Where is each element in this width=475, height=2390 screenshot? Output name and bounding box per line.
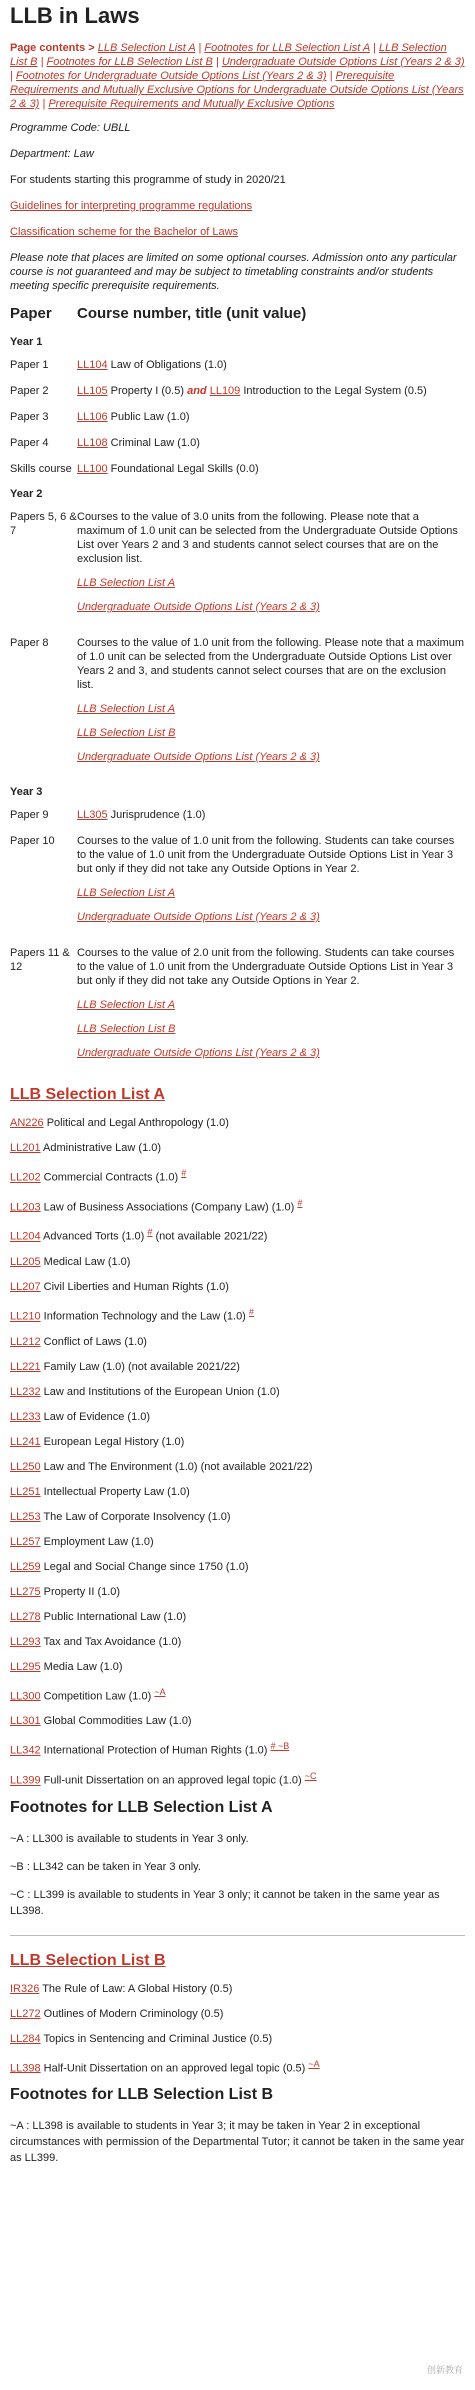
paper-cell: Papers 11 & 12 [10, 947, 70, 973]
course-code-link[interactable]: LL104 [77, 359, 108, 371]
list-item [10, 1685, 465, 1704]
course-code-link[interactable]: LL202 [10, 1171, 41, 1184]
course-code-link[interactable]: LL108 [77, 437, 108, 449]
table-row [10, 808, 465, 822]
list-item [10, 1280, 465, 1294]
list-item [10, 1335, 465, 1349]
watermark: 创新教育 [426, 2365, 463, 2375]
list-a-heading: LLB Selection List A [10, 1086, 165, 1103]
divider [10, 1935, 465, 1936]
list-item [10, 1982, 465, 1996]
table-row [10, 358, 465, 372]
page-contents-nav: Page contents > LLB Selection List A | Footnotes for LLB Selection List A | LLB Selection List B | Footnotes for LLB Selection List B | Undergraduate Outside Options List (Years 2 & 3) | Footnotes for Undergraduate Outside Options List (Years 2 & 3) | Prerequisite Requirements and Mutually Exclusive Options for Undergraduate Outside Options List (Years 2 & 3) | Prerequisite Requirements and Mutually Exclusive Options [10, 42, 465, 110]
table-row [10, 834, 465, 934]
list-item [10, 1739, 465, 1758]
sub-link[interactable]: LLB Selection List A [77, 703, 176, 715]
table-row [10, 462, 465, 476]
list-item [10, 1225, 465, 1244]
course-title: International Protection of Human Rights (1.0) [40, 1744, 271, 1757]
course-title: Tax and Tax Avoidance (1.0) [40, 1635, 182, 1648]
course-title: Introduction to the Legal System (0.5) [240, 385, 427, 397]
footnote-marker[interactable]: # [181, 1168, 187, 1178]
list-item [10, 1635, 465, 1649]
paper-cell: Paper 1 [10, 359, 49, 371]
course-title: Information Technology and the Law (1.0) [40, 1310, 249, 1323]
footnote-marker[interactable]: ~C [304, 1770, 317, 1781]
course-title: Employment Law (1.0) [40, 1535, 154, 1548]
course-code-link[interactable]: IR326 [10, 1982, 40, 1995]
course-code-link[interactable]: LL399 [10, 1774, 41, 1787]
course-title: Public Law (1.0) [107, 411, 190, 423]
course-title: Law of Business Associations (Company Law) (1.0) [40, 1201, 298, 1214]
course-code-link[interactable]: LL106 [77, 411, 108, 423]
paper-cell: Paper 2 [10, 385, 49, 397]
footnote-marker[interactable]: # ~B [270, 1741, 290, 1752]
course-code-link[interactable]: LL203 [10, 1201, 41, 1214]
course-code-link[interactable]: LL204 [10, 1230, 41, 1243]
course-title: Political and Legal Anthropology (1.0) [43, 1117, 229, 1129]
course-code-link[interactable]: LL207 [10, 1280, 41, 1293]
course-header: Course number, title (unit value) [77, 305, 307, 322]
list-item [10, 1141, 465, 1155]
nav-link-foot-b[interactable]: Footnotes for LLB Selection List B [46, 56, 213, 68]
list-item [10, 1660, 465, 1674]
course-code-link[interactable]: LL295 [10, 1660, 41, 1673]
list-b [10, 1982, 465, 2076]
and-connector: and [187, 385, 207, 397]
course-title: Civil Liberties and Human Rights (1.0) [40, 1280, 229, 1293]
course-code-link[interactable]: LL301 [10, 1715, 41, 1728]
footnote: ~C : LL399 is available to students in Year 3 only; it cannot be taken in the same year as LL398. [10, 1888, 440, 1917]
paper-cell: Paper 10 [10, 835, 55, 847]
sub-link[interactable]: LLB Selection List A [77, 999, 176, 1011]
course-title: Criminal Law (1.0) [107, 437, 200, 449]
guidelines-link[interactable]: Guidelines for interpreting programme regulations [10, 200, 253, 212]
course-title: Law of Evidence (1.0) [40, 1410, 151, 1423]
footnotes-b-heading: Footnotes for LLB Selection List B [10, 2086, 274, 2104]
footnote-marker[interactable]: # [248, 1306, 254, 1317]
footnotes-a-heading: Footnotes for LLB Selection List A [10, 1798, 273, 1816]
classification-link[interactable]: Classification scheme for the Bachelor of Laws [10, 226, 239, 238]
course-code-link[interactable]: LL257 [10, 1535, 41, 1548]
row-description: Courses to the value of 2.0 unit from the following. Students can take courses to the value of 1.0 unit from the Undergraduate Outside Options List in Year 3 but only if they did not take any Outside Options in Year 2. [77, 947, 455, 987]
list-item [10, 1769, 465, 1788]
course-title: Full-unit Dissertation on an approved legal topic (1.0) [40, 1774, 305, 1787]
page-title: LLB in Laws [10, 3, 140, 28]
course-title: Global Commodities Law (1.0) [40, 1715, 192, 1728]
course-title: European Legal History (1.0) [40, 1435, 185, 1448]
paper-header: Paper [10, 305, 52, 322]
sub-link[interactable]: Undergraduate Outside Options List (Years 2 & 3) [77, 911, 320, 923]
nav-link-outside[interactable]: Undergraduate Outside Options List (Years 2 & 3) [221, 56, 465, 68]
list-item [10, 1560, 465, 1574]
list-item [10, 1196, 465, 1215]
list-item [10, 1510, 465, 1524]
course-title: Competition Law (1.0) [40, 1690, 155, 1703]
footnote-marker[interactable]: ~A [154, 1686, 166, 1697]
course-code-link[interactable]: LL253 [10, 1510, 41, 1523]
course-title: Medical Law (1.0) [40, 1255, 131, 1268]
sub-link[interactable]: LLB Selection List A [77, 577, 176, 589]
course-code-link[interactable]: LL105 [77, 385, 108, 397]
page-contents-label: Page contents > [10, 42, 95, 54]
course-code-link[interactable]: LL272 [10, 2007, 41, 2020]
course-title: Half-Unit Dissertation on an approved legal topic (0.5) [40, 2062, 309, 2075]
table-row [10, 436, 465, 450]
course-title: Commercial Contracts (1.0) [40, 1171, 182, 1184]
nav-link-outside-foot[interactable]: Footnotes for Undergraduate Outside Options List (Years 2 & 3) [15, 70, 327, 82]
list-item [10, 1116, 465, 1130]
list-a [10, 1116, 465, 1788]
course-code-link[interactable]: LL275 [10, 1585, 41, 1598]
nav-link-prereq-outside[interactable]: Prerequisite Requirements and Mutually Exclusive Options for Undergraduate Outside Options List (Years 2 & 3) [10, 70, 464, 110]
course-title: Media Law (1.0) [40, 1660, 123, 1673]
department: Department: Law [10, 148, 94, 160]
nav-link-foot-a[interactable]: Footnotes for LLB Selection List A [204, 42, 370, 54]
list-item [10, 2057, 465, 2076]
course-title: Law of Obligations (1.0) [107, 359, 227, 371]
table-row [10, 636, 465, 774]
year-label: Year 3 [10, 786, 43, 798]
sub-link[interactable]: Undergraduate Outside Options List (Years 2 & 3) [77, 1047, 320, 1059]
course-code-link[interactable]: LL278 [10, 1610, 41, 1623]
table-header [10, 305, 465, 322]
list-item [10, 1385, 465, 1399]
course-title: Topics in Sentencing and Criminal Justice (0.5) [40, 2032, 273, 2045]
course-code-link[interactable]: LL284 [10, 2032, 41, 2045]
row-description: Courses to the value of 1.0 unit from the following. Students can take courses to the value of 1.0 unit from the Undergraduate Outside Options List in Year 3 but only if they did not take any Outside Options in Year 2. [77, 835, 455, 875]
course-title: Conflict of Laws (1.0) [40, 1335, 147, 1348]
list-item [10, 1485, 465, 1499]
course-code-link[interactable]: LL205 [10, 1255, 41, 1268]
nav-link-prereq[interactable]: Prerequisite Requirements and Mutually Exclusive Options [48, 98, 335, 110]
list-item [10, 1460, 465, 1474]
sub-link[interactable]: LLB Selection List B [77, 1023, 176, 1035]
list-item [10, 1610, 465, 1624]
course-title: Property I (0.5) [107, 385, 188, 397]
list-item [10, 1166, 465, 1185]
table-row [10, 946, 465, 1070]
list-item [10, 1410, 465, 1424]
list-item [10, 2007, 465, 2021]
footnote-marker[interactable]: ~A [308, 2058, 320, 2069]
table-row [10, 410, 465, 424]
paper-cell: Papers 5, 6 & 7 [10, 511, 77, 537]
course-title: Property II (1.0) [40, 1585, 121, 1598]
course-code-link[interactable]: LL210 [10, 1310, 41, 1323]
course-code-link[interactable]: LL259 [10, 1560, 41, 1573]
nav-link-list-a[interactable]: LLB Selection List A [97, 42, 196, 54]
course-code-link[interactable]: LL109 [209, 385, 241, 397]
course-code-link[interactable]: AN226 [10, 1117, 44, 1129]
year-label: Year 1 [10, 336, 43, 348]
paper-cell: Skills course [10, 463, 72, 475]
footnote: ~B : LL342 can be taken in Year 3 only. [10, 1860, 201, 1873]
list-b-heading: LLB Selection List B [10, 1951, 166, 1969]
course-code-link[interactable]: LL212 [10, 1335, 41, 1348]
sub-link[interactable]: Undergraduate Outside Options List (Years 2 & 3) [77, 601, 320, 613]
course-code-link[interactable]: LL221 [10, 1360, 41, 1373]
course-code-link[interactable]: LL293 [10, 1635, 41, 1648]
paper-cell: Paper 3 [10, 411, 49, 423]
course-code-link[interactable]: LL201 [10, 1142, 41, 1154]
table-row [10, 384, 465, 398]
paper-cell: Paper 4 [10, 437, 49, 449]
list-item [10, 1305, 465, 1324]
nav-link-list-b[interactable]: LLB Selection List B [10, 42, 447, 68]
course-title: Administrative Law (1.0) [40, 1142, 162, 1154]
course-code-link[interactable]: LL232 [10, 1385, 41, 1398]
list-item [10, 2032, 465, 2046]
course-title: Law and Institutions of the European Union (1.0) [40, 1385, 280, 1398]
list-item [10, 1360, 465, 1374]
course-title: Legal and Social Change since 1750 (1.0) [40, 1560, 249, 1573]
places-notice: Please note that places are limited on some optional courses. Admission onto any particular course is not guaranteed and may be subject to timetabling constraints and/or students meeting specific prerequisite requirements. [10, 252, 457, 292]
course-title: The Law of Corporate Insolvency (1.0) [40, 1510, 231, 1523]
course-code-link[interactable]: LL251 [10, 1485, 41, 1498]
list-item [10, 1585, 465, 1599]
sub-link[interactable]: LLB Selection List B [77, 727, 176, 739]
year-label: Year 2 [10, 488, 43, 500]
course-title: Foundational Legal Skills (0.0) [107, 463, 259, 475]
course-code-link[interactable]: LL250 [10, 1460, 41, 1473]
row-description: Courses to the value of 1.0 unit from the following. Please note that a maximum of 1.0 unit can be selected from the Undergraduate Outside Options List over Years 2 and 3, and students cannot select courses that are on the exclusion list. [77, 637, 465, 691]
list-item [10, 1435, 465, 1449]
footnote-marker[interactable]: # [297, 1197, 303, 1208]
list-item [10, 1714, 465, 1728]
course-title: Law and The Environment (1.0) (not available 2021/22) [40, 1460, 313, 1473]
table-row [10, 510, 465, 624]
programme-code: Programme Code: UBLL [10, 122, 131, 134]
footnote-marker[interactable]: # [147, 1227, 153, 1238]
availability-note: (not available 2021/22) [152, 1230, 268, 1243]
course-code-link[interactable]: LL398 [10, 2062, 41, 2075]
starting-year: For students starting this programme of study in 2020/21 [10, 174, 286, 186]
paper-cell: Paper 9 [10, 809, 49, 821]
course-title: Outlines of Modern Criminology (0.5) [40, 2007, 224, 2020]
course-title: Public International Law (1.0) [40, 1610, 187, 1623]
course-code-link[interactable]: LL300 [10, 1690, 41, 1703]
course-code-link[interactable]: LL241 [10, 1435, 41, 1448]
course-title: Advanced Torts (1.0) [40, 1230, 148, 1243]
list-item [10, 1255, 465, 1269]
sub-link[interactable]: LLB Selection List A [77, 887, 176, 899]
course-title: The Rule of Law: A Global History (0.5) [39, 1982, 233, 1995]
course-code-link[interactable]: LL305 [77, 809, 108, 821]
course-code-link[interactable]: LL342 [10, 1744, 41, 1757]
course-title: Intellectual Property Law (1.0) [40, 1485, 190, 1498]
sub-link[interactable]: Undergraduate Outside Options List (Years 2 & 3) [77, 751, 320, 763]
course-code-link[interactable]: LL233 [10, 1410, 41, 1423]
paper-cell: Paper 8 [10, 637, 49, 649]
course-title: Jurisprudence (1.0) [107, 809, 206, 821]
footnote: ~A : LL398 is available to students in Year 3; it may be taken in Year 2 in exceptional circumstances with permission of the Departmental Tutor; it cannot be taken in the same year as LL399. [10, 2120, 465, 2165]
row-description: Courses to the value of 3.0 units from the following. Please note that a maximum of 1.0 unit can be selected from the Undergraduate Outside Options List over Years 2 and 3 and students cannot select courses that are on the exclusion list. [77, 511, 458, 565]
footnote: ~A : LL300 is available to students in Year 3 only. [10, 1832, 249, 1845]
course-code-link[interactable]: LL100 [77, 463, 108, 475]
list-item [10, 1535, 465, 1549]
course-title: Family Law (1.0) (not available 2021/22) [40, 1360, 240, 1373]
